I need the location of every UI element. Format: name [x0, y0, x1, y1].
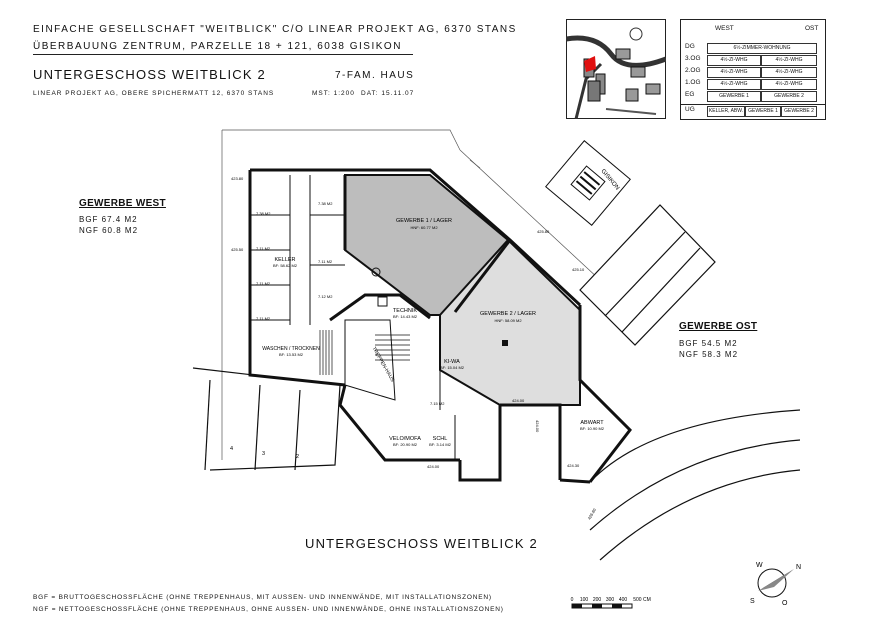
floor-cell: GEWERBE 2 — [761, 91, 817, 102]
scale-tick: 500 CM — [633, 597, 651, 603]
floor-cell: 4½-ZI-WHG — [707, 79, 761, 90]
parking-number: 2 — [296, 454, 300, 460]
parking-number: 3 — [262, 451, 266, 457]
room-gewerbe1-label: GEWERBE 1 / LAGER — [396, 218, 452, 224]
room-keller-label: KELLER — [274, 257, 296, 263]
level-label: 424.30 — [567, 463, 580, 468]
footer-bgf: BGF = BRUTTOGESCHOSSFLÄCHE (OHNE TREPPENHAUS, MIT AUSSEN- UND INNENWÄNDE, MIT INSTALLATIONSZONEN) — [33, 594, 492, 601]
room-abwart-area: BF: 10.90 M2 — [579, 426, 605, 431]
room-gewerbe2-label: GEWERBE 2 / LAGER — [480, 311, 536, 317]
floor-cell: KELLER, ABW. — [707, 106, 745, 117]
storage-area: 7.11 M2 — [256, 246, 271, 251]
level-label: 425.50 — [231, 247, 244, 252]
level-label: 424.00 — [427, 464, 440, 469]
gisikon-sign — [546, 141, 631, 226]
level-label: 424.00 — [512, 398, 525, 403]
floor-cell: 4½-ZI-WHG — [761, 55, 817, 66]
technik-fixture — [378, 297, 387, 306]
gewerbe-ost-bgf: BGF 54.5 M2 — [679, 339, 738, 348]
floor-cell: 4½-ZI-WHG — [761, 79, 817, 90]
storage-area: 7.11 M2 — [256, 316, 271, 321]
plan-title: UNTERGESCHOSS WEITBLICK 2 — [305, 536, 538, 551]
room-velo-area: BF: 20.90 M2 — [392, 442, 418, 447]
floor-cell: 4½-ZI-WHG — [707, 67, 761, 78]
page-title: UNTERGESCHOSS WEITBLICK 2 — [33, 67, 266, 82]
scale-tick: 100 — [579, 597, 589, 603]
header-date: DAT: 15.11.07 — [361, 90, 415, 97]
room-keller-area: BF: 58.62 M2 — [272, 263, 298, 268]
scale-tick: 300 — [605, 597, 615, 603]
storage-area: 7.11 M2 — [318, 259, 333, 264]
gewerbe-ost-ngf: NGF 58.3 M2 — [679, 350, 739, 359]
room-waschen-label: WASCHEN / TROCKNEN — [262, 346, 320, 352]
floor-label: UG — [685, 106, 695, 113]
header-sub: LINEAR PROJEKT AG, OBERE SPICHERMATT 12, 6370 STANS — [33, 90, 275, 97]
compass-n: N — [796, 564, 802, 571]
room-treppenhaus-label: TREPPEN-HAUS — [370, 346, 396, 383]
gewerbe-west-bgf: BGF 67.4 M2 — [79, 215, 138, 224]
compass-s: S — [750, 598, 755, 605]
storage-area: 7.12 M2 — [318, 294, 333, 299]
room-gewerbe1-area: HNF: 60.77 M2 — [410, 225, 438, 230]
floor-cell: GEWERBE 2 — [781, 106, 817, 117]
floor-label: 1.OG — [685, 79, 701, 86]
footer-ngf: NGF = NETTOGESCHOSSFLÄCHE (OHNE TREPPENHAUS, OHNE AUSSEN- UND INNENWÄNDE, OHNE INSTALLATIONSZONEN) — [33, 606, 504, 613]
storage-area: 7.15 M2 — [430, 401, 445, 406]
storage-area: 7.11 M2 — [256, 281, 271, 286]
room-technik-label: TECHNIK — [392, 308, 418, 314]
header-line1: EINFACHE GESELLSCHAFT "WEITBLICK" C/O LINEAR PROJEKT AG, 6370 STANS — [33, 24, 517, 35]
floor-cell: 6½-ZIMMER-WOHNUNG — [707, 43, 817, 54]
floor-cell: GEWERBE 1 — [745, 106, 781, 117]
compass-w: W — [756, 562, 763, 569]
room-kiwa-label: KI-WA — [444, 359, 460, 365]
floor-cell: GEWERBE 1 — [707, 91, 761, 102]
storage-area: 7.38 M2 — [318, 201, 333, 206]
compass-rose — [738, 559, 808, 614]
level-label: 423.80 — [231, 176, 244, 181]
header-line2: ÜBERBAUUNG ZENTRUM, PARZELLE 18 + 121, 6038 GISIKON — [33, 41, 402, 52]
floor-label: DG — [685, 43, 695, 50]
driveway-ramp — [590, 410, 800, 560]
level-label: 424.00 — [535, 420, 540, 433]
floor-label: EG — [685, 91, 695, 98]
house-type: 7-FAM. HAUS — [335, 70, 415, 81]
floor-cell: 4½-ZI-WHG — [761, 67, 817, 78]
floor-label: 2.OG — [685, 67, 701, 74]
gewerbe-west-ngf: NGF 60.8 M2 — [79, 226, 139, 235]
header-scale: MST: 1:200 — [312, 90, 355, 97]
parking-number: 4 — [230, 446, 234, 452]
carports — [580, 205, 715, 345]
room-schl-area: BF: 3.14 M2 — [429, 442, 451, 447]
room-technik-area: BF: 14.43 M2 — [392, 314, 418, 319]
level-label: 425.10 — [572, 267, 585, 272]
scale-tick: 200 — [592, 597, 602, 603]
parking-numbers — [230, 446, 299, 460]
gisikon-label: GISIKON — [599, 168, 621, 192]
washroom-hatching — [320, 330, 332, 375]
compass-o: O — [782, 600, 788, 607]
room-schl-label: SCHL — [432, 436, 448, 442]
room-waschen-area: BF: 13.53 M2 — [278, 352, 304, 357]
table-ost-label: OST — [805, 25, 819, 32]
gewerbe-west-title: GEWERBE WEST — [79, 198, 166, 209]
room-abwart-label: ABWART — [580, 420, 604, 426]
room-kiwa-area: BF: 15.04 M2 — [439, 365, 465, 370]
room-velo-label: VELO/MOFA — [389, 436, 421, 442]
floor-cell: 4½-ZI-WHG — [707, 55, 761, 66]
storage-area: 7.38 M2 — [256, 211, 271, 216]
table-west-label: WEST — [715, 25, 734, 32]
scale-bar — [568, 594, 668, 614]
gewerbe-ost-title: GEWERBE OST — [679, 321, 758, 332]
level-label: 426.60 — [586, 507, 597, 521]
scale-tick: 0 — [570, 597, 574, 603]
scale-tick: 400 — [618, 597, 628, 603]
floor-label: 3.OG — [685, 55, 701, 62]
level-label: 425.80 — [537, 229, 550, 234]
room-gewerbe2-area: HNF: 58.09 M2 — [494, 318, 522, 323]
column-marker — [502, 340, 508, 346]
